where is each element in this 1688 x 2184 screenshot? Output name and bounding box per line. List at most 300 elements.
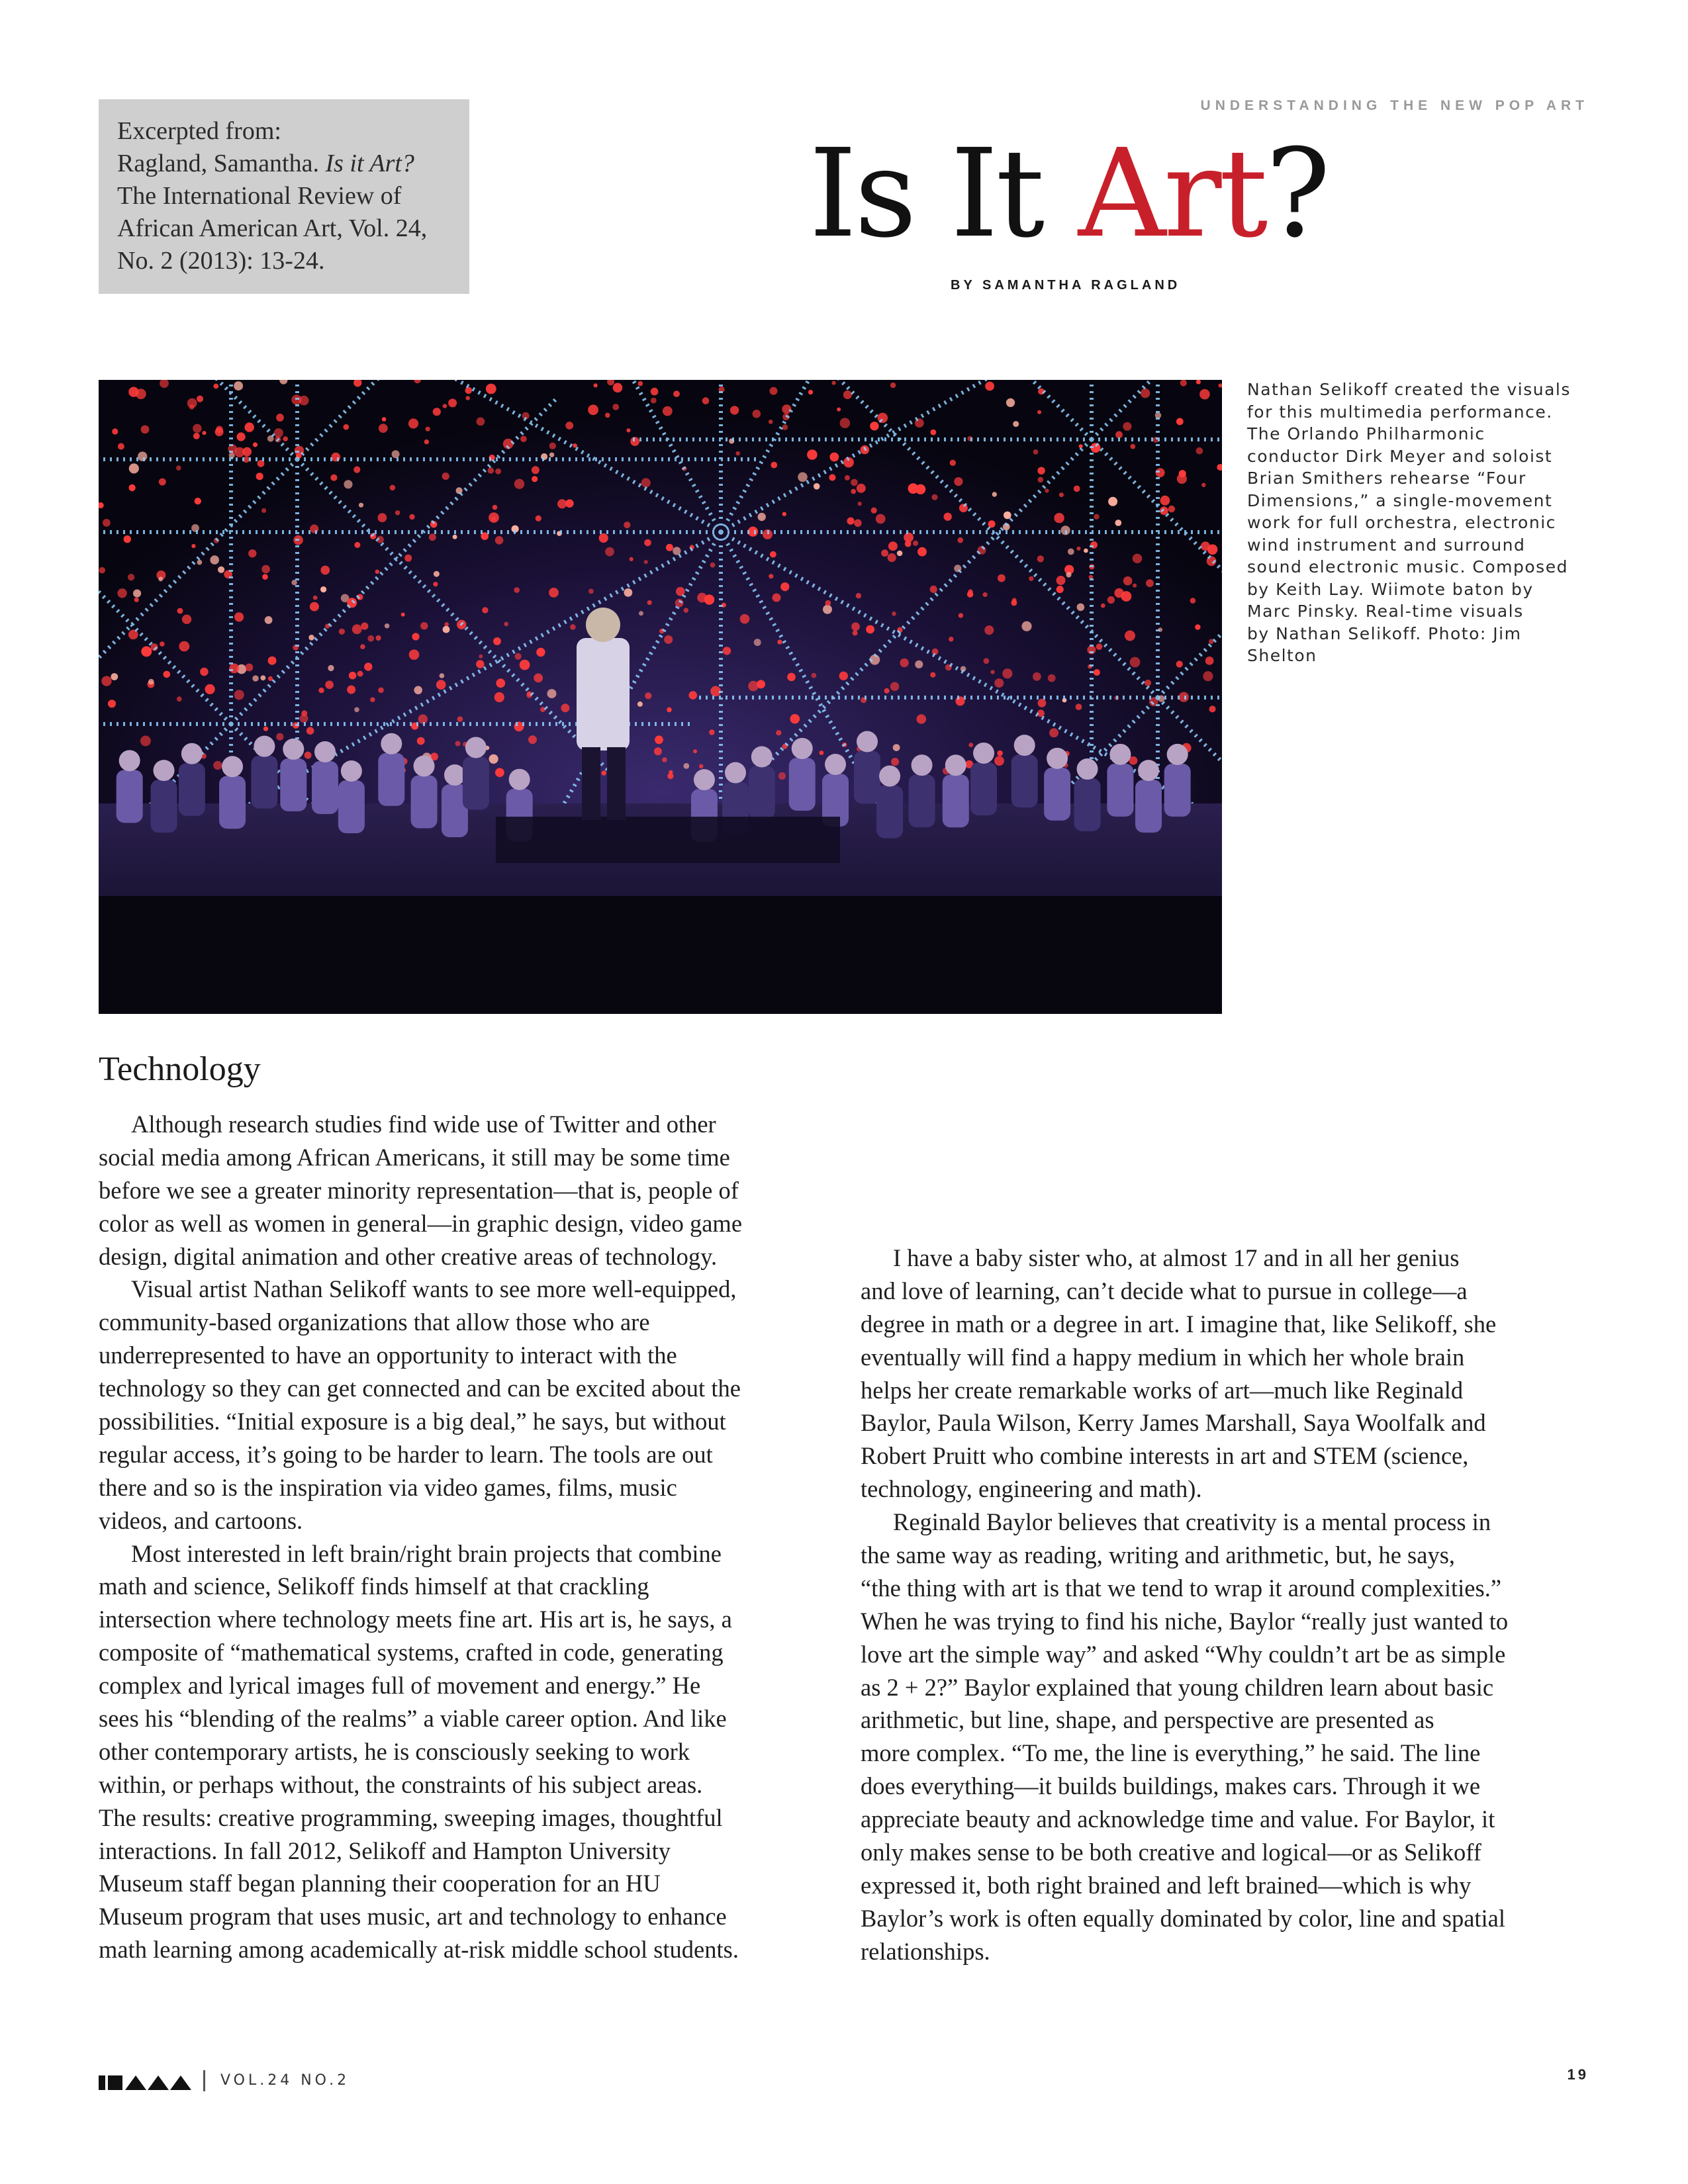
text-line: love art the simple way” and asked “Why couldn’t art be as simple [861,1640,1506,1668]
light-dot [730,406,739,414]
musician [854,731,880,804]
light-dot [493,637,501,645]
light-dot [930,672,935,678]
light-dot [177,608,183,614]
light-dot [854,520,862,527]
text-line: The results: creative programming, sweeping images, thoughtful [99,1803,723,1831]
light-dot [476,660,484,668]
light-dot [984,658,990,664]
light-dot [213,761,222,770]
light-dot [870,422,878,430]
light-dot [532,466,539,474]
light-dot [605,547,614,557]
light-dot [1090,541,1098,549]
light-dot [812,673,817,678]
light-dot [891,758,899,766]
light-dot [352,624,362,634]
light-dot [837,408,841,412]
light-dot [549,453,554,457]
light-dot [331,453,340,462]
light-dot [310,524,318,533]
text-line: eventually will find a happy medium in which her whole brain [861,1343,1465,1371]
light-dot [252,675,258,681]
light-dot [1123,422,1131,431]
light-dot [1056,576,1066,585]
light-dot [234,690,244,700]
light-dot [588,589,594,594]
light-dot [136,388,146,399]
light-dot [967,591,973,597]
light-dot [1180,380,1187,387]
light-dot [112,428,118,434]
light-dot [532,476,538,482]
light-dot [245,422,254,432]
light-dot [177,696,182,702]
text-line: and love of learning, can’t decide what to pursue in college—a [861,1277,1468,1304]
light-dot [179,641,189,652]
light-dot [790,714,800,724]
light-dot [1179,692,1189,702]
text-line: Museum program that uses music, art and technology to enhance [99,1903,727,1931]
light-dot [378,688,384,694]
light-dot [360,644,365,649]
musician [943,754,969,827]
light-dot [202,431,206,435]
light-dot [1115,431,1123,438]
light-dot [515,653,522,660]
light-dot [1176,660,1183,667]
light-dot [444,622,449,627]
light-dot [442,473,449,480]
light-dot [433,582,438,586]
light-dot [771,462,777,469]
light-dot [955,696,964,705]
light-dot [748,681,759,692]
light-dot [917,547,927,557]
light-dot [968,743,973,747]
light-dot [1130,657,1141,668]
light-dot [140,736,151,747]
light-dot [626,428,630,432]
text-line: appreciate beauty and acknowledge time and value. For Baylor, it [861,1805,1495,1833]
light-dot [654,747,662,755]
light-dot [820,751,824,755]
text-line: color as well as women in general—in graphic design, video game [99,1209,743,1237]
text-line: as 2 + 2?” Baylor explained that young children learn about basic [861,1673,1494,1701]
title-part: Is It [809,123,1078,265]
light-dot [353,467,360,473]
light-dot [663,406,673,416]
light-dot [723,647,731,655]
text-line: “the thing with art is that we tend to wrap it around complexities.” [861,1574,1502,1602]
text-line: social media among African Americans, it still may be some time [99,1143,730,1171]
light-dot [443,404,447,408]
light-dot [931,494,937,500]
light-dot [1114,588,1123,598]
text-line: math and science, Selikoff finds himself at that crackling [99,1572,649,1600]
light-dot [557,499,567,508]
excerpt-line [117,148,453,180]
light-dot [320,566,330,575]
light-dot [1006,398,1015,407]
light-dot [443,626,450,633]
light-dot [433,408,441,416]
light-dot [740,614,750,624]
light-dot [158,576,163,581]
light-dot [998,574,1006,582]
light-dot [853,631,858,636]
light-dot [276,733,283,741]
light-dot [549,443,556,449]
light-dot [630,437,639,446]
light-dot [780,582,789,591]
text-line: Robert Pruitt who combine interests in art and STEM (science, [861,1442,1469,1470]
light-dot [457,716,463,722]
light-dot [641,478,651,487]
light-dot [320,586,326,592]
light-dot [798,473,808,482]
light-dot [769,574,773,578]
text-line: relationships. [861,1937,990,1965]
light-dot [931,430,937,435]
light-dot [1115,520,1121,526]
text-line: technology so they can get connected and can be excited about the [99,1375,741,1402]
light-dot [748,527,758,537]
excerpt-line: Excerpted from: [117,117,281,145]
light-dot [364,662,372,670]
excerpt-line: No. 2 (2013): 13-24. [117,247,325,275]
light-dot [704,594,714,604]
light-dot [702,397,710,404]
light-dot [930,586,937,593]
light-dot [392,450,400,458]
light-dot [274,428,283,437]
light-dot [193,433,200,439]
light-dot [164,671,171,678]
light-dot [520,435,527,442]
light-dot [1049,728,1058,737]
light-dot [839,672,848,680]
light-dot [950,460,956,466]
light-dot [601,770,606,776]
light-dot [479,655,483,659]
text-line: community-based organizations that allow those who are [99,1308,650,1336]
light-dot [808,390,813,394]
light-dot [994,678,1004,688]
article-title [809,124,1328,263]
light-dot [1056,586,1064,593]
excerpt-italic-title: Is it Art? [325,150,414,177]
text-line: regular access, it’s going to be harder to learn. The tools are out [99,1440,713,1468]
light-dot [138,451,147,461]
caption-line: Brian Smithers rehearse “Four [1247,469,1526,488]
page-number: 19 [1567,2066,1589,2083]
light-dot [1054,513,1064,523]
caption-line: work for full orchestra, electronic [1247,513,1556,532]
light-dot [666,544,673,551]
musician [179,743,205,816]
musician [789,738,816,811]
musician [822,754,849,827]
light-dot [1045,488,1049,492]
caption-line: for this multimedia performance. [1247,402,1553,422]
light-dot [884,688,890,694]
light-dot [673,390,680,397]
light-dot [1066,572,1071,577]
light-dot [453,535,457,539]
light-dot [565,422,573,430]
light-dot [570,624,576,630]
light-dot [367,635,374,642]
light-dot [1101,604,1105,608]
text-line: within, or perhaps without, the constraints of his subject areas. [99,1770,703,1798]
light-dot [1123,576,1133,586]
light-dot [758,513,766,521]
light-dot [128,574,134,580]
light-dot [847,518,854,525]
light-dot [210,555,219,565]
light-dot [148,679,154,685]
light-dot [310,602,319,612]
light-dot [689,691,698,700]
light-dot [330,475,337,481]
light-dot [117,588,126,598]
light-dot [349,672,357,680]
light-dot [840,418,851,428]
iraaa-logo-icon [99,2075,191,2090]
light-dot [495,768,504,777]
light-dot [1201,541,1210,551]
light-dot [1145,680,1151,686]
title-accent: Art [1078,123,1266,265]
light-dot [1209,705,1215,712]
light-dot [248,549,256,557]
light-dot [651,398,657,404]
light-dot [1199,389,1210,400]
light-dot [1156,468,1165,477]
light-dot [851,622,860,631]
light-dot [1201,483,1206,488]
light-dot [308,635,314,641]
light-dot [256,473,263,480]
caption-line: The Orlando Philharmonic [1247,424,1485,443]
footer-divider [203,2070,205,2091]
light-dot [129,463,139,473]
light-dot [890,383,896,388]
text-line: math learning among academically at-risk middle school students. [99,1936,739,1964]
light-dot [1195,624,1200,629]
light-dot [434,571,440,577]
light-dot [448,398,457,407]
light-dot [237,432,246,441]
light-dot [261,675,266,680]
light-dot [709,729,714,735]
light-dot [412,633,419,640]
light-dot [465,387,473,394]
light-dot [455,741,461,747]
orchestra-photo [99,380,1222,1014]
light-dot [325,680,334,689]
light-dot [1190,598,1196,604]
text-line: intersection where technology meets fine art. His art is, he says, a [99,1606,732,1633]
light-dot [913,541,918,546]
light-dot [944,513,952,521]
text-line: only makes sense to be both creative and logical—or as Selikoff [861,1839,1481,1866]
light-dot [492,505,498,510]
light-dot [1196,447,1203,455]
light-dot [344,480,352,488]
text-line: possibilities. “Initial exposure is a big deal,” he says, but without [99,1408,726,1435]
light-dot [753,410,761,418]
light-dot [829,474,835,480]
musician [378,733,404,806]
caption-line: sound electronic music. Composed [1247,557,1568,576]
light-dot [644,539,651,547]
light-dot [754,639,761,646]
light-dot [520,660,530,670]
light-dot [268,657,277,665]
light-dot [496,678,505,688]
light-dot [876,514,886,524]
light-dot [900,659,908,667]
light-dot [414,686,422,695]
light-dot [197,560,203,565]
light-dot [261,565,270,574]
light-dot [376,635,381,641]
light-dot [313,596,318,600]
light-dot [710,563,716,568]
light-dot [191,524,199,532]
text-line: I have a baby sister who, at almost 17 and in all her genius [893,1244,1460,1271]
light-dot [234,381,243,390]
light-dot [528,735,537,744]
caption-line: Shelton [1247,646,1317,665]
light-dot [477,418,485,426]
light-dot [637,702,643,707]
excerpt-line: The International Review of [117,182,402,210]
light-dot [1077,604,1085,612]
light-dot [306,727,314,735]
musician [411,755,438,828]
musician [1107,744,1133,817]
light-dot [1004,512,1011,520]
light-dot [436,680,446,690]
light-dot [408,418,418,428]
light-dot [1094,669,1100,676]
light-dot [283,436,288,441]
light-dot [141,646,152,657]
light-dot [504,622,508,627]
light-dot [1205,657,1214,665]
photo-caption [1247,379,1591,667]
light-dot [1146,579,1154,587]
light-dot [662,757,667,762]
light-dot [888,541,898,551]
light-dot [1094,514,1099,520]
text-line: expressed it, both right brained and left brained—which is why [861,1871,1472,1899]
light-dot [182,615,191,624]
section-heading: Technology [99,1050,261,1088]
light-dot [1059,492,1064,497]
light-dot [561,704,569,712]
light-dot [959,613,963,617]
text-line: arithmetic, but line, shape, and perspective are presented as [861,1706,1434,1734]
light-dot [573,443,577,448]
light-dot [908,483,919,494]
right-column [861,1242,1508,1968]
light-dot [851,479,858,486]
light-dot [234,447,244,457]
light-dot [401,613,405,617]
light-dot [128,484,135,491]
light-dot [299,396,309,406]
light-dot [881,549,888,557]
text-line: Visual artist Nathan Selikoff wants to see more well-equipped, [131,1275,737,1303]
light-dot [246,664,254,672]
light-dot [390,485,396,491]
light-dot [339,629,345,635]
light-dot [141,426,150,434]
light-dot [103,519,111,527]
light-dot [134,598,139,602]
text-line: design, digital animation and other creative areas of technology. [99,1242,718,1270]
light-dot [949,637,953,641]
light-dot [540,707,545,712]
light-dot [318,688,324,693]
light-dot [276,414,284,422]
light-dot [124,535,131,543]
light-dot [757,680,765,688]
light-dot [300,714,308,723]
light-dot [1037,467,1045,475]
light-dot [1160,496,1170,506]
musician [1164,744,1191,817]
light-dot [229,663,239,673]
light-dot [328,665,334,671]
light-dot [1108,497,1117,506]
musician [909,754,935,827]
light-dot [1203,671,1213,681]
light-dot [787,673,796,682]
light-dot [588,404,598,415]
light-dot [985,382,994,391]
light-dot [684,608,688,612]
light-dot [549,588,559,598]
light-dot [347,686,355,694]
light-dot [514,587,520,593]
light-dot [200,668,209,676]
light-dot [420,622,428,629]
text-line: interactions. In fall 2012, Selikoff and Hampton University [99,1837,671,1864]
text-line: degree in math or a degree in art. I imagine that, like Selikoff, she [861,1310,1497,1338]
musician [219,756,246,829]
musician [749,746,775,819]
light-dot [1038,477,1044,483]
light-dot [1037,410,1041,414]
light-dot [770,387,778,395]
light-dot [612,404,619,410]
light-dot [638,381,643,387]
musician [151,760,177,833]
light-dot [630,557,633,561]
light-dot [488,467,494,474]
light-dot [111,673,118,680]
text-line: does everything—it builds buildings, makes cars. Through it we [861,1772,1481,1800]
text-line: Most interested in left brain/right brain projects that combine [131,1539,722,1567]
light-dot [1176,418,1184,426]
light-dot [385,623,389,628]
light-dot [857,484,866,493]
